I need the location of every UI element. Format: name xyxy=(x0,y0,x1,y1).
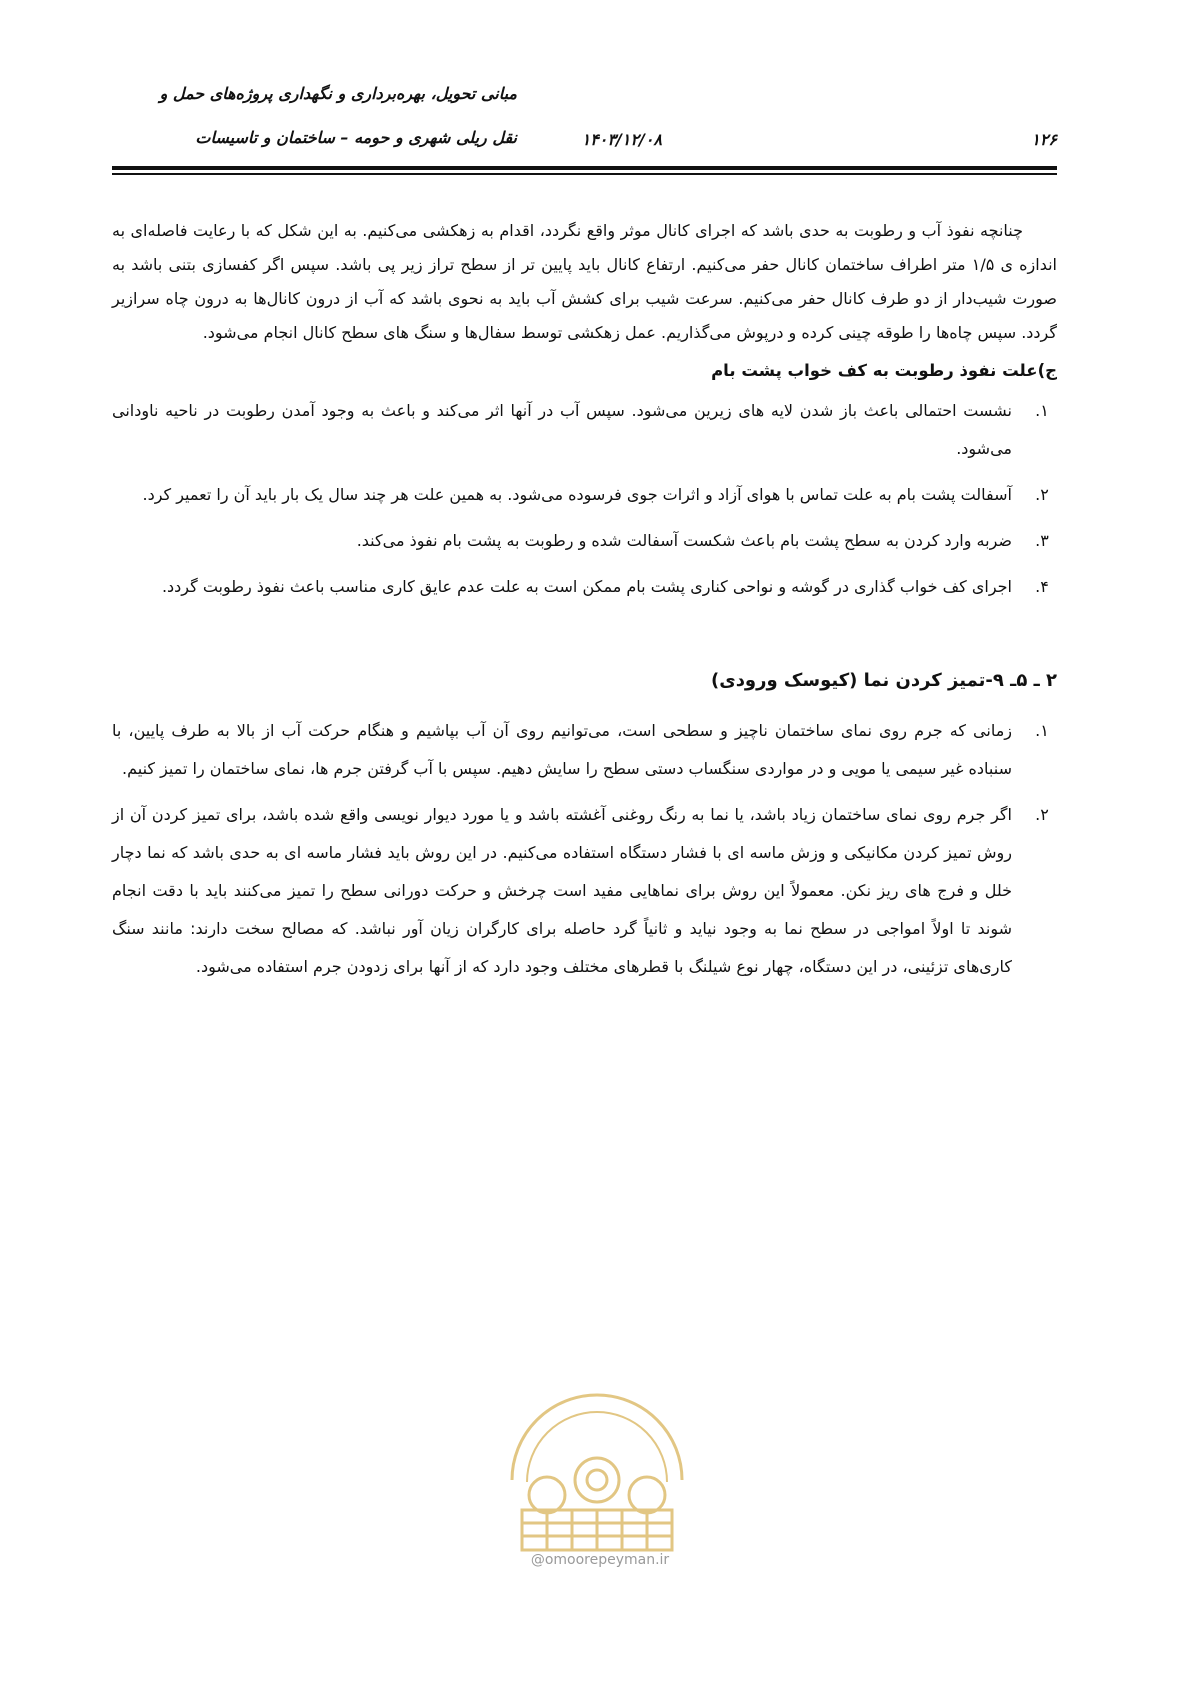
list-item-number: ۲. xyxy=(1035,805,1049,824)
list-item-text: زمانی که جرم روی نمای ساختمان ناچیز و سطحی است، می‌توانیم روی آن آب بپاشیم و هنگام حرکت آب از بالا به طرف پایین، با سنباده غیر سیمی یا مویی و در مواردی سنگساب دستی سطح را سایش دهیم. سپس با آب گرفتن جرم ها، نمای ساختمان را تمیز کنیم. xyxy=(112,721,1012,778)
header-date: ۱۴۰۳/۱۲/۰۸ xyxy=(581,130,662,149)
watermark-logo xyxy=(492,1360,702,1560)
list-item-text: آسفالت پشت بام به علت تماس با هوای آزاد و اثرات جوی فرسوده می‌شود. به همین علت هر چند سال یک بار باید آن را تعمیر کرد. xyxy=(142,485,1012,504)
intro-paragraph: چنانچه نفوذ آب و رطوبت به حدی باشد که اجرای کانال موثر واقع نگردد، اقدام به زهکشی می‌کنیم. به این شکل که با رعایت فاصله‌ای به اندازه ی ۱/۵ متر اطراف ساختمان کانال حفر می‌کنیم. ارتفاع کانال باید پایین تر از سطح تراز زیر پی باشد. سپس اگر کفسازی بتنی باشد به صورت شیب‌دار از دو طرف کانال حفر می‌کنیم. سرعت شیب برای کشش آب باید به نحوی باشد که آب از درون کانال‌ها به درون چاه سرازیر گردد. سپس چاه‌ها را طوقه چینی کرده و درپوش می‌گذاریم. عمل زهکشی توسط سفال‌ها و سنگ های سطح کانال انجام می‌شود. xyxy=(112,221,1058,342)
list-item xyxy=(112,522,1049,560)
list-item xyxy=(112,568,1049,606)
list-item-number: ۱. xyxy=(1035,401,1049,420)
list-item xyxy=(112,392,1049,468)
list-item-text: اگر جرم روی نمای ساختمان زیاد باشد، یا نما به رنگ روغنی آغشته باشد و یا مورد دیوار نویسی واقع شده باشد، برای تمیز کردن آن از روش تمیز کردن مکانیکی و وزش ماسه ای با فشار دستگاه استفاده می‌کنیم. در این روش باید فشار ماسه ای به حدی باشد که نما دچار خلل و فرج های ریز نکن. معمولاً این روش برای نماهایی مفید است چرخش و حرکت دورانی سطح را تمیز می‌کنند باید با دقت انجام شوند تا اولاً امواجی در سطح نما به وجود نیاید و ثانیاً گرد حاصله برای کارگران زیان آور نباشد. که مصالح سخت دارند: مانند سنگ کاری‌های تزئینی، در این دستگاه، چهار نوع شیلنگ با قطرهای مختلف وجود دارد که از آنها برای زدودن جرم استفاده می‌شود. xyxy=(112,805,1012,976)
list-item-number: ۲. xyxy=(1035,485,1049,504)
list-item-number: ۱. xyxy=(1035,721,1049,740)
watermark-site: @omoorepeyman.ir xyxy=(530,1552,670,1568)
subsection-list xyxy=(112,392,1057,606)
header-rule-thick xyxy=(112,166,1057,170)
list-item xyxy=(112,712,1049,788)
list-item-text: اجرای کف خواب گذاری در گوشه و نواحی کناری پشت بام ممکن است به علت عدم عایق کاری مناسب باعث نفوذ رطوبت گردد. xyxy=(161,577,1012,596)
subsection-heading: ج)علت نفوذ رطوبت به کف خواب پشت بام xyxy=(711,361,1057,380)
list-item-number: ۳. xyxy=(1035,531,1049,550)
section-list xyxy=(112,712,1057,986)
section-heading: ۲ ـ ۵ـ ۹-تمیز کردن نما (کیوسک ورودی) xyxy=(710,670,1057,691)
header-title-line1: مبانی تحویل، بهره‌برداری و نگهداری پروژه‌های حمل و xyxy=(159,84,517,103)
list-item-number: ۴. xyxy=(1035,577,1049,596)
list-item-text: نشست احتمالی باعث باز شدن لایه های زیرین می‌شود. سپس آب در آنها اثر می‌کند و باعث به وجود آمدن رطوبت در ناحیه ناودانی می‌شود. xyxy=(112,401,1012,458)
page-number: ۱۲۶ xyxy=(1031,130,1057,149)
header-title-line2: نقل ریلی شهری و حومه – ساختمان و تاسیسات xyxy=(195,128,517,147)
list-item-text: ضربه وارد کردن به سطح پشت بام باعث شکست آسفالت شده و رطوبت به پشت بام نفوذ می‌کند. xyxy=(356,531,1012,550)
main-content xyxy=(112,214,1057,994)
header-rule-thin xyxy=(112,173,1057,175)
list-item xyxy=(112,476,1049,514)
list-item xyxy=(112,796,1049,986)
